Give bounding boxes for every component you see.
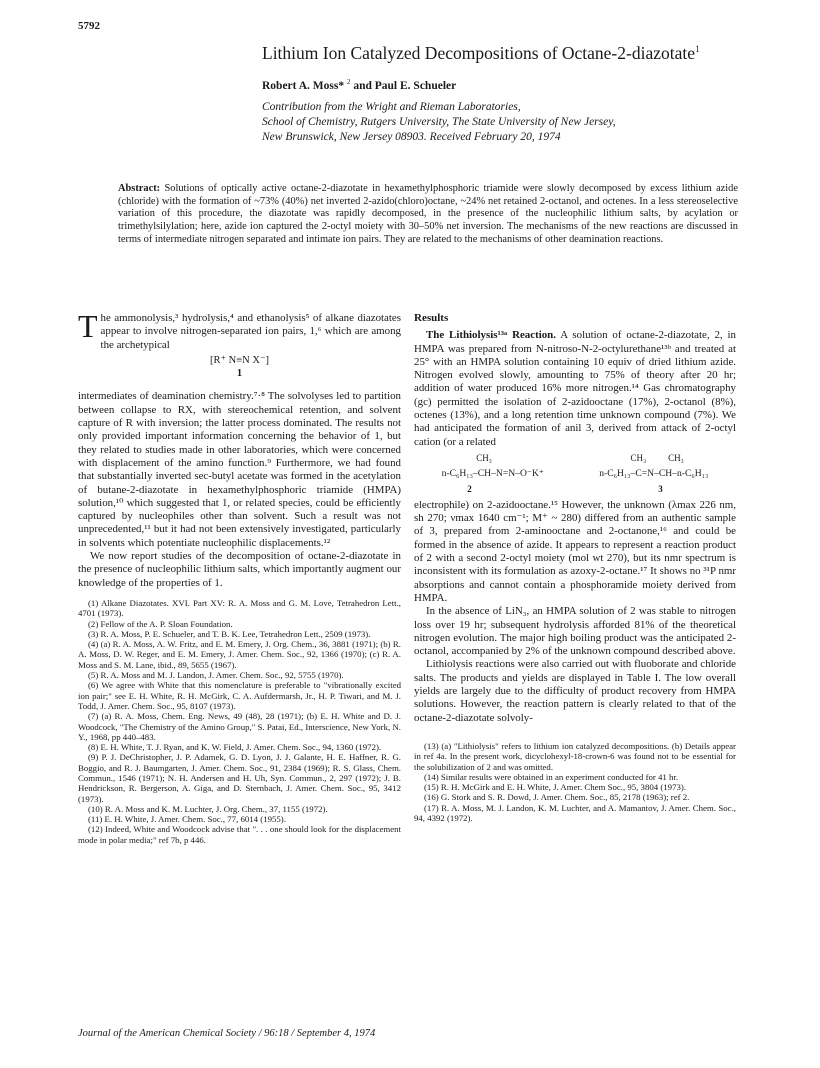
results-paragraph-4: Lithiolysis reactions were also carried out with fluoborate and chloride salts. The products and yields are displayed in Table I. The low overall yields are largely due to the difficulty of product recovery from HMPA solutions. However, the reaction pattern is clearly related to that of the octane-2-diazotate solvoly- xyxy=(414,658,736,724)
methyl-label-3a: CH₃ xyxy=(630,452,647,463)
footnote-9: (9) P. J. DeChristopher, J. P. Adamek, G. D. Lyon, J. J. Galante, H. E. Haffner, R. G. Boggio, and R. J. Baumgarten, J. Amer. Chem. Soc., 91, 2384 (1969); R. S. Glass, Chem. Commun., 1546 (1971); N. H. Andersen and H. Uh, Syn. Commun., 2, 297 (1972); J. B. Hendrickson, R. Bergerson, A. Giga, and D. Sternbach, J. Amer. Chem. Soc., 95, 3412 (1973). xyxy=(78,752,401,804)
structure-3: n-C₆H₁₃–C=N–CH–n-C₆H₁₃ xyxy=(599,468,709,480)
structure-2: n-C₆H₁₃–CH–N=N–O⁻K⁺ xyxy=(441,468,544,480)
footnote-15: (15) R. H. McGirk and E. H. White, J. Amer. Chem Soc., 95, 3804 (1973). xyxy=(424,782,687,793)
page-number: 5792 xyxy=(78,20,100,32)
footnote-8: (8) E. H. White, T. J. Ryan, and K. W. Field, J. Amer. Chem. Soc., 94, 1360 (1972). xyxy=(88,742,382,753)
author-2: and Paul E. Schueler xyxy=(350,79,457,92)
results-paragraph-1 xyxy=(414,329,736,449)
journal-footer: Journal of the American Chemical Society / 96:18 / September 4, 1974 xyxy=(78,1028,376,1039)
footnote-11: (11) E. H. White, J. Amer. Chem. Soc., 77, 6014 (1955). xyxy=(88,814,286,825)
footnote-1: (1) Alkane Diazotates. XVI. Part XV: R. A. Moss and G. M. Love, Tetrahedron Lett., 4701 (1973). xyxy=(78,597,401,619)
intro-paragraph-1 xyxy=(78,308,401,352)
section-heading-results: Results xyxy=(414,312,449,324)
structure-formula-row xyxy=(414,467,736,480)
structure-number-2: 2 xyxy=(467,483,472,494)
author-1: Robert A. Moss* xyxy=(262,79,347,92)
structure-number-3: 3 xyxy=(658,483,663,494)
formula-number: 1 xyxy=(236,368,243,380)
affiliation xyxy=(262,100,762,145)
left-footnotes xyxy=(78,598,401,845)
intro-text-1a: he ammonolysis,³ hydrolysis,⁴ and ethanolysis⁵ of alkane diazotates appear to involve nitrogen-separated ion pairs, 1,⁶ which are among the archetypical xyxy=(100,312,401,351)
drop-cap: T xyxy=(78,308,98,344)
footnote-5: (5) R. A. Moss and M. J. Landon, J. Amer. Chem. Soc., 92, 5755 (1970). xyxy=(88,670,344,681)
footnote-3: (3) R. A. Moss, P. E. Schueler, and T. B. K. Lee, Tetrahedron Lett., 2509 (1973). xyxy=(88,628,371,639)
results-paragraph-3: In the absence of LiN₃, an HMPA solution of 2 was stable to nitrogen loss over 19 hr; subsequent hydrolysis afforded 81% of the theoretical nitrogen evolution. The major high boiling product was the anticipated 2-octanol, accompanied by 2% of the unknown compound described above. xyxy=(414,605,736,658)
footnote-14: (14) Similar results were obtained in an experiment conducted for 41 hr. xyxy=(424,771,679,782)
right-column xyxy=(414,312,736,823)
abstract xyxy=(118,183,738,247)
article-header xyxy=(262,38,762,145)
intro-text-1b: intermediates of deamination chemistry.⁷·⁸ The solvolyses led to partition between collapse to RX, with stereochemical retention, and solvent capture of R with inversion; the latter process dominated. The results not only provided important information concerning the behavior of 1, but they related to studies made in other laboratories, which were concerned with displacement of the amino function.⁹ Furthermore, we had found that substantially inverted sec-butyl acetate was formed in the acetylation of butane-2-diazotate in hexamethylphosphoric triamide (HMPA) solution,¹⁰ which suggested that 1, or related species, could be efficiently captured by nucleophiles other than solvent. Such a result was not unprecedented,¹¹ but it had not been extensively investigated, particularly in solvents which potentiate nucleophilic displacements.¹² xyxy=(78,390,401,549)
authors xyxy=(262,75,762,94)
right-footnotes xyxy=(414,741,736,823)
footnote-6: (6) We agree with White that this nomenclature is preferable to "vibrationally excited ion pair;" see E. H. White, R. H. McGirk, C. A. Aufdermarsh, Jr., H. P. Tiwari, and M. J. Todd, J. Amer. Chem. Soc., 95, 8107 (1973). xyxy=(78,680,401,711)
structure-methyl-row xyxy=(414,452,736,465)
article-title xyxy=(262,38,762,64)
title-text: Lithium Ion Catalyzed Decompositions of Octane-2-diazotate xyxy=(262,42,695,63)
results-paragraph-2: electrophile) on 2-azidooctane.¹⁵ However, the unknown (λmax 226 nm, sh 270; νmax 1640 cm⁻¹; M⁺ ~ 280) differed from an authentic sample of 3, prepared from 2-aminooctane and 2-octanone,¹⁶ and could be formed in the absence of azide. It appears to represent a reaction product of 2 with a second 2-octyl moiety (mol wt 270), but its nmr spectrum is inconsistent with its formulation as azoxy-2-octane.¹⁷ It shows no ³¹P nmr absorptions and cannot contain a phosphoramide moiety derived from HMPA. xyxy=(414,498,736,604)
results-text-1: A solution of octane-2-diazotate, 2, in HMPA was prepared from N-nitroso-N-2-octylurethane¹³ᵇ and treated at 25° with an HMPA solution containing 10 equiv of dried lithium azide. Nitrogen evolved slowly, amounting to 75% of theory after 20 hr; addition of water produced 16% more nitrogen.¹⁴ Gas chromatography (gc) permitted the isolation of 2-azidooctane (17%), 2-octanol (8%), octenes (13%), and a long retention time unknown compound (7%). We had anticipated the formation of anil 3, derived from attack of 2-octyl cation (or a related xyxy=(414,329,736,448)
structures-2-and-3 xyxy=(414,452,736,496)
methyl-labels-3 xyxy=(630,452,683,465)
footnote-12: (12) Indeed, White and Woodcock advise that ". . . one should look for the displacement mode in polar media;" ref 7b, p 446. xyxy=(78,824,401,845)
abstract-text: Solutions of optically active octane-2-diazotate in hexamethylphosphoric triamide were slowly decomposed by excess lithium azide (chloride) with the formation of ~73% (40%) net inverted 2-azido(chloro)octane, ~24% net retained 2-octanol, and octenes. In a less stereoselective variation of this procedure, the diazotate was rapidly decomposed, in the presence of the nucleophilic lithium salts, by acylation or trimethylsilylation; here, azide ion captured the 2-octyl moiety with 30–50% net inversion. The mechanisms of the new reactions are discussed in terms of intermediate nitrogen separated and intimate ion pairs. They are related to the mechanisms of other deamination reactions. xyxy=(118,183,738,245)
footnote-17: (17) R. A. Moss, M. J. Landon, K. M. Luchter, and A. Mamantov, J. Amer. Chem. Soc., 94, 4392 (1972). xyxy=(414,802,736,823)
abstract-label: Abstract: xyxy=(118,183,161,194)
affiliation-line-1: Contribution from the Wright and Rieman Laboratories, xyxy=(262,100,521,113)
author-footnote-mark: 2 xyxy=(346,77,351,86)
methyl-label-2: CH₃ xyxy=(476,452,492,463)
footnote-10: (10) R. A. Moss and K. M. Luchter, J. Org. Chem., 37, 1155 (1972). xyxy=(88,803,328,814)
subheading-lithiolysis: The Lithiolysis¹³ᵃ Reaction. xyxy=(426,329,556,342)
footnote-4: (4) (a) R. A. Moss, A. W. Fritz, and E. M. Emery, J. Org. Chem., 36, 3881 (1971); (b) R. A. Moss, D. W. Reger, and E. M. Emery, J. Amer. Chem. Soc., 92, 1366 (1970); (c) R. A. Moss and S. M. Lane, ibid., 89, 5655 (1967). xyxy=(78,639,401,670)
methyl-label-3b: CH₃ xyxy=(668,452,684,463)
structure-number-row xyxy=(414,483,736,496)
footnote-16: (16) G. Stork and S. R. Dowd, J. Amer. Chem. Soc., 85, 2178 (1963); ref 2. xyxy=(424,792,690,803)
footnote-7: (7) (a) R. A. Moss, Chem. Eng. News, 49 (48), 28 (1971); (b) E. H. White and D. J. Woodcock, "The Chemistry of the Amino Group," S. Patai, Ed., Interscience, New York, N. Y., 1968, pp 440–483. xyxy=(78,711,401,742)
left-column xyxy=(78,308,401,845)
title-footnote-mark: 1 xyxy=(695,44,700,54)
footnote-13: (13) (a) "Lithiolysis" refers to lithium ion catalyzed decompositions. (b) Details appear in ref 4a. In the present work, dicyclohexyl-18-crown-6 was found not to be essential for the solubilization of 2 and was omitted. xyxy=(414,740,736,772)
footnote-2: (2) Fellow of the A. P. Sloan Foundation. xyxy=(88,618,233,629)
affiliation-line-2: School of Chemistry, Rutgers University, The State University of New Jersey, xyxy=(262,115,616,128)
ion-pair-formula: [R⁺ N≡N X⁻] xyxy=(209,354,269,366)
intro-paragraph-2: We now report studies of the decomposition of octane-2-diazotate in the presence of nucleophilic lithium salts, which importantly augment our knowledge of the properties of 1. xyxy=(78,550,401,589)
affiliation-line-3: New Brunswick, New Jersey 08903. Received February 20, 1974 xyxy=(262,130,561,143)
